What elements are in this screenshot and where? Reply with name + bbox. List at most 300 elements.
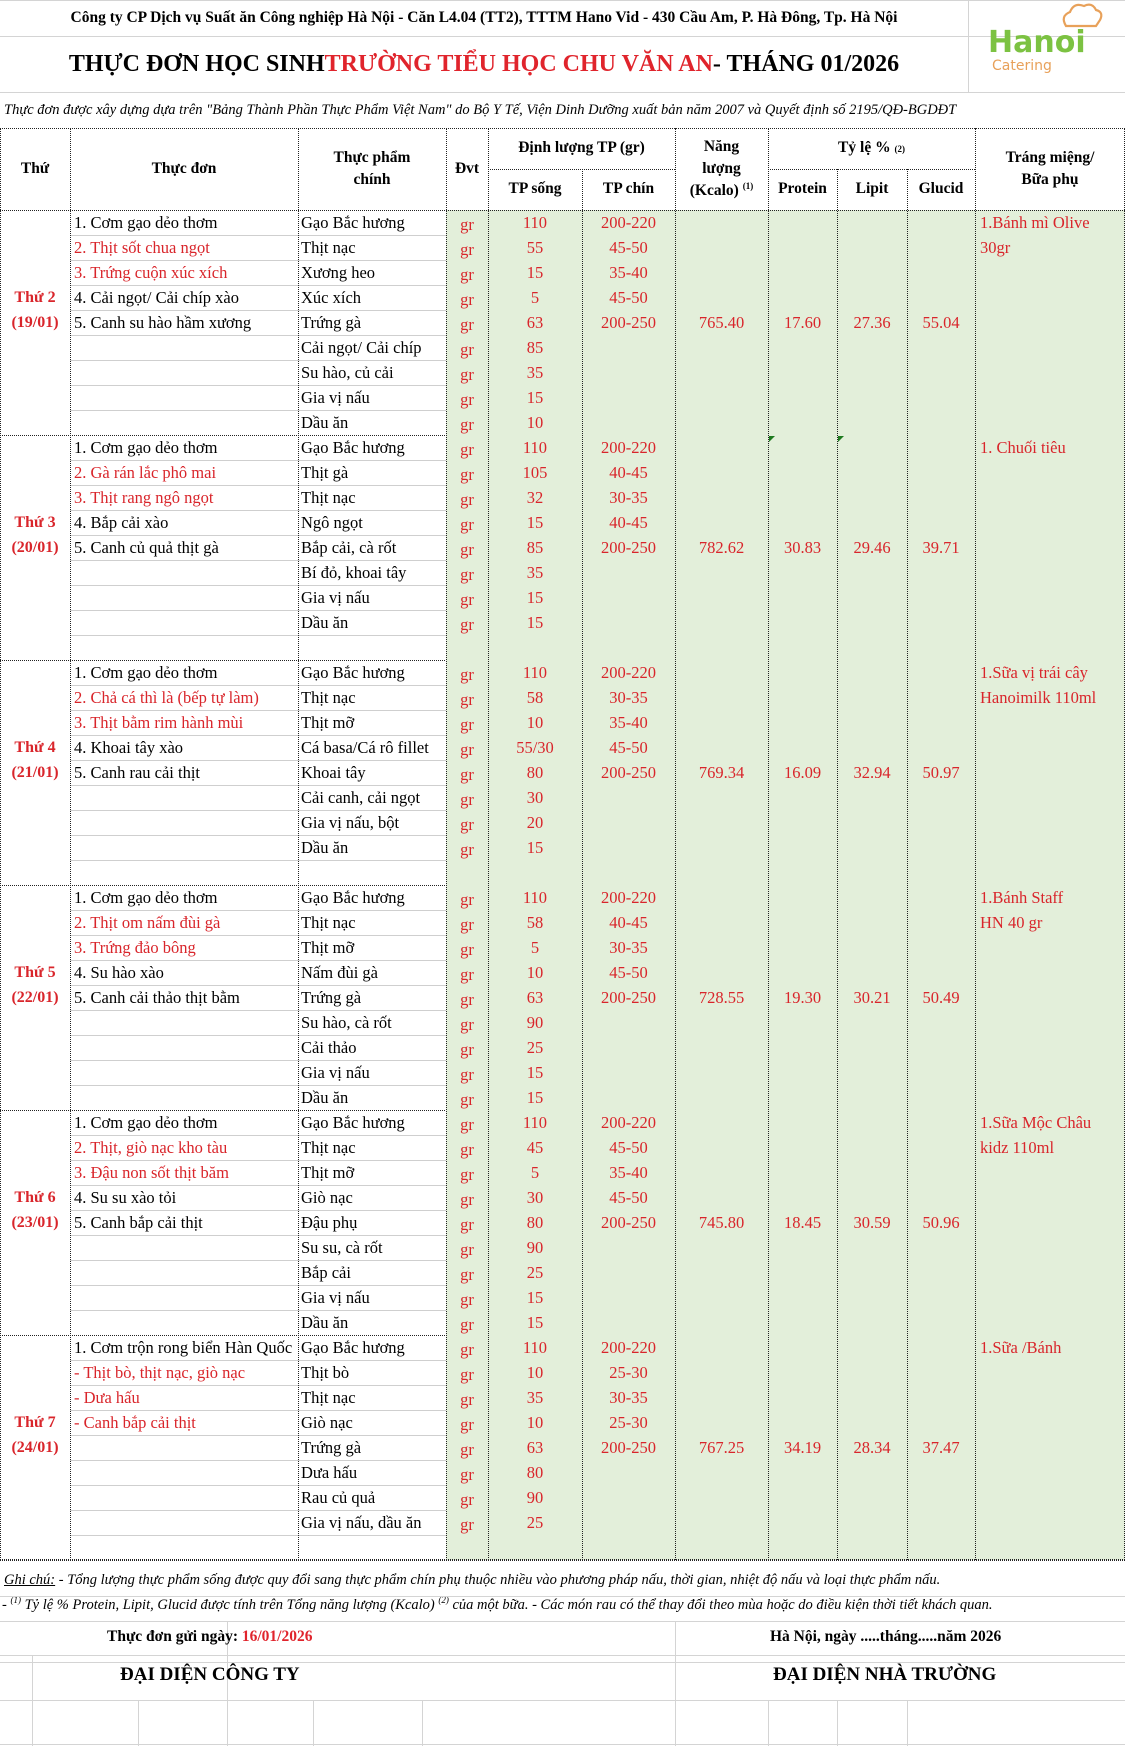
ingredient-raw-qty: 105 — [522, 463, 548, 482]
ingredient-name: Bí đỏ, khoai tây — [301, 563, 407, 582]
ingredient-name: Xương heo — [301, 263, 376, 282]
ingredient-name: Gia vị nấu, bột — [301, 813, 400, 832]
glucid-value: 39.71 — [922, 538, 960, 557]
menu-item: 1. Cơm gạo dẻo thơm — [74, 213, 218, 232]
day-name: Thứ 6 — [14, 1189, 56, 1206]
ingredient-name: Nấm đùi gà — [301, 963, 378, 982]
ingredient-name: Gạo Bắc hương — [301, 438, 405, 457]
ingredient-unit: gr — [460, 1440, 474, 1459]
ingredient-name: Dưa hấu — [301, 1463, 358, 1482]
ingredient-name: Dầu ăn — [301, 1313, 349, 1332]
menu-item: 3. Thịt rang ngô ngọt — [74, 488, 214, 507]
menu-item: 4. Bắp cải xào — [74, 513, 169, 532]
ingredient-raw-qty: 35 — [526, 363, 544, 382]
ingredient-raw-qty: 80 — [526, 763, 544, 782]
ingredient-name: Gạo Bắc hương — [301, 1338, 405, 1357]
ingredient-unit: gr — [460, 590, 474, 609]
ingredient-raw-qty: 10 — [526, 713, 544, 732]
ingredient-raw-qty: 80 — [526, 1463, 544, 1482]
ingredient-cooked-qty: 200-250 — [601, 538, 656, 557]
ingredient-raw-qty: 5 — [530, 938, 540, 957]
ingredient-raw-qty: 110 — [522, 213, 548, 232]
ingredient-cooked-qty — [582, 360, 675, 385]
ingredient-name: Gạo Bắc hương — [301, 663, 405, 682]
ingredient-cooked-qty: 45-50 — [609, 1138, 648, 1157]
glucid-value: 50.96 — [922, 1213, 960, 1232]
ingredient-raw-qty: 110 — [522, 1338, 548, 1357]
ingredient-name: Cải canh, cải ngọt — [301, 788, 421, 807]
menu-item: 5. Canh củ quả thịt gà — [74, 538, 219, 557]
col-header-trang-mieng-line1: Tráng miệng/ — [1005, 148, 1095, 166]
col-header-tp-song: TP sống — [508, 180, 562, 198]
ingredient-name: Thịt mỡ — [301, 1163, 355, 1182]
ingredient-unit: gr — [460, 690, 474, 709]
ingredient-unit: gr — [460, 1365, 474, 1384]
green-cell-bg — [975, 435, 1125, 660]
day-name: Thứ 3 — [14, 514, 56, 531]
row-separator — [70, 1535, 446, 1536]
ingredient-raw-qty: 35 — [526, 1388, 544, 1407]
dessert-item: 1.Sữa vị trái cây — [980, 663, 1088, 682]
ingredient-name: Đậu phụ — [301, 1213, 358, 1232]
menu-item: 1. Cơm gạo dẻo thơm — [74, 1113, 218, 1132]
ingredient-name: Khoai tây — [301, 763, 366, 782]
col-header-glucid: Glucid — [918, 180, 964, 198]
notes-sup-2: (2) — [438, 1597, 449, 1606]
ingredient-raw-qty: 15 — [526, 263, 544, 282]
menu-item: 5. Canh cải thảo thịt bằm — [74, 988, 240, 1007]
ingredient-cooked-qty: 200-250 — [601, 763, 656, 782]
menu-item: 4. Su hào xào — [74, 963, 164, 982]
ingredient-unit: gr — [460, 1165, 474, 1184]
menu-item: 4. Su su xào tỏi — [74, 1188, 177, 1207]
lipit-value: 30.59 — [853, 1213, 891, 1232]
ingredient-cooked-qty: 200-250 — [601, 313, 656, 332]
ingredient-unit: gr — [460, 1140, 474, 1159]
menu-item: 2. Gà rán lắc phô mai — [74, 463, 217, 482]
ingredient-name: Dầu ăn — [301, 1088, 349, 1107]
ingredient-cooked-qty: 45-50 — [609, 288, 648, 307]
ingredient-unit: gr — [460, 1415, 474, 1434]
ty-le-label: Tỷ lệ % — [838, 139, 891, 157]
ingredient-name: Bắp cải — [301, 1263, 351, 1282]
col-header-lipit: Lipit — [855, 180, 889, 198]
day-date: (19/01) — [11, 314, 59, 331]
ingredient-raw-qty: 25 — [526, 1038, 544, 1057]
ingredient-name: Su hào, củ cải — [301, 363, 394, 382]
day-label — [0, 1185, 70, 1235]
logo-sub: Catering — [992, 58, 1052, 74]
ingredient-name: Su su, cà rốt — [301, 1238, 383, 1257]
day-label — [0, 1410, 70, 1460]
ingredient-cooked-qty: 200-220 — [601, 1113, 656, 1132]
signature-company: ĐẠI DIỆN CÔNG TY — [120, 1664, 300, 1685]
ingredient-name: Cải thảo — [301, 1038, 357, 1057]
ingredient-unit: gr — [460, 940, 474, 959]
title-prefix: THỰC ĐƠN HỌC SINH — [68, 50, 325, 77]
hanoi-catering-logo — [968, 0, 1125, 92]
ingredient-raw-qty: 15 — [526, 1063, 544, 1082]
menu-item: 1. Cơm gạo dẻo thơm — [74, 663, 218, 682]
ingredient-cooked-qty — [582, 1285, 675, 1310]
ingredient-raw-qty: 58 — [526, 913, 544, 932]
ingredient-name: Dầu ăn — [301, 838, 349, 857]
ingredient-cooked-qty — [582, 810, 675, 835]
ingredient-name: Cá basa/Cá rô fillet — [301, 738, 429, 757]
sent-date — [107, 1628, 312, 1654]
ingredient-unit: gr — [460, 740, 474, 759]
protein-value: 17.60 — [783, 313, 822, 332]
ingredient-cooked-qty: 30-35 — [609, 1388, 648, 1407]
ingredient-unit: gr — [460, 1515, 474, 1534]
ingredient-unit: gr — [460, 415, 474, 434]
ingredient-unit: gr — [460, 340, 474, 359]
notes-line-2 — [2, 1597, 1125, 1621]
ingredient-cooked-qty — [582, 610, 675, 635]
title-school: TRƯỜNG TIỂU HỌC CHU VĂN AN — [324, 50, 713, 77]
ingredient-raw-qty: 85 — [526, 338, 544, 357]
col-header-nang-luong-line3 — [690, 180, 753, 202]
ingredient-name: Thịt nạc — [301, 913, 356, 932]
ingredient-cooked-qty — [582, 1235, 675, 1260]
ingredient-cooked-qty — [582, 1035, 675, 1060]
ingredient-raw-qty: 32 — [526, 488, 544, 507]
ingredient-name: Trứng gà — [301, 1438, 362, 1457]
ingredient-raw-qty: 110 — [522, 663, 548, 682]
col-header-thuc-don: Thực đơn — [151, 159, 217, 177]
menu-item: 2. Thịt sốt chua ngọt — [74, 238, 210, 257]
col-header-trang-mieng — [975, 128, 1125, 210]
ingredient-raw-qty: 90 — [526, 1238, 544, 1257]
ingredient-unit: gr — [460, 1290, 474, 1309]
ingredient-cooked-qty: 45-50 — [609, 963, 648, 982]
menu-item: - Thịt bò, thịt nạc, giò nạc — [74, 1363, 246, 1382]
dessert-item: 1.Sữa /Bánh — [980, 1338, 1062, 1357]
ingredient-cooked-qty — [582, 1010, 675, 1035]
ingredient-cooked-qty: 40-45 — [609, 913, 648, 932]
lipit-value: 30.21 — [853, 988, 891, 1007]
menu-item: 3. Đậu non sốt thịt băm — [74, 1163, 229, 1182]
col-header-thuc-pham-line1: Thực phẩm — [333, 148, 411, 166]
ingredient-raw-qty: 15 — [526, 513, 544, 532]
ingredient-raw-qty: 25 — [526, 1263, 544, 1282]
ingredient-cooked-qty: 200-250 — [601, 988, 656, 1007]
dessert-item: kidz 110ml — [980, 1138, 1055, 1157]
col-header-protein: Protein — [778, 180, 827, 198]
ingredient-raw-qty: 15 — [526, 388, 544, 407]
energy-value: 765.40 — [698, 313, 745, 332]
ingredient-name: Thịt mỡ — [301, 713, 355, 732]
col-header-trang-mieng-line2: Bữa phụ — [1021, 171, 1079, 188]
notes-label: Ghi chú: — [4, 1572, 56, 1588]
ingredient-name: Rau củ quả — [301, 1488, 376, 1507]
day-label — [0, 960, 70, 1010]
ingredient-cooked-qty: 30-35 — [609, 938, 648, 957]
ingredient-unit: gr — [460, 1490, 474, 1509]
notes-line2-prefix: - — [2, 1597, 11, 1613]
ingredient-cooked-qty: 40-45 — [609, 463, 648, 482]
day-label — [0, 285, 70, 335]
ingredient-cooked-qty — [582, 1085, 675, 1110]
ingredient-unit: gr — [460, 365, 474, 384]
ingredient-raw-qty: 10 — [526, 963, 544, 982]
ingredient-raw-qty: 58 — [526, 688, 544, 707]
ingredient-name: Gia vị nấu — [301, 588, 370, 607]
lipit-value: 32.94 — [853, 763, 891, 782]
ingredient-unit: gr — [460, 290, 474, 309]
ingredient-name: Gạo Bắc hương — [301, 1113, 405, 1132]
col-header-nang-luong-line2: lượng — [702, 160, 741, 178]
day-label — [0, 510, 70, 560]
ingredient-raw-qty: 85 — [526, 538, 544, 557]
menu-item: - Canh bắp cải thịt — [74, 1413, 196, 1432]
ingredient-name: Ngô ngọt — [301, 513, 363, 532]
ingredient-name: Dầu ăn — [301, 613, 349, 632]
ingredient-unit: gr — [460, 615, 474, 634]
menu-item: 2. Chả cá thì là (bếp tự làm) — [74, 688, 259, 707]
ingredient-raw-qty: 15 — [526, 1088, 544, 1107]
ingredient-cooked-qty: 30-35 — [609, 488, 648, 507]
ingredient-unit: gr — [460, 1115, 474, 1134]
ingredient-name: Gạo Bắc hương — [301, 888, 405, 907]
company-address: Công ty CP Dịch vụ Suất ăn Công nghiệp Hà Nội - Căn L4.04 (TT2), TTTM Hano Vid - 430 Cầu Am, P. Hà Đông, Tp. Hà Nội — [70, 9, 898, 26]
comment-marker-icon — [838, 436, 844, 442]
notes-line2-suffix: của một bữa. - Các món rau có thể thay đổi theo mùa hoặc do điều kiện thời tiết khách quan. — [448, 1597, 993, 1613]
protein-value: 30.83 — [783, 538, 822, 557]
ingredient-name: Gia vị nấu — [301, 1063, 370, 1082]
comment-marker-icon — [769, 436, 775, 442]
dessert-item: 1.Sữa Mộc Châu — [980, 1113, 1092, 1132]
chef-hat-icon — [1064, 5, 1102, 26]
ingredient-name: Giò nạc — [301, 1188, 353, 1207]
ingredient-raw-qty: 110 — [522, 1113, 548, 1132]
ingredient-cooked-qty: 45-50 — [609, 1188, 648, 1207]
ingredient-unit: gr — [460, 465, 474, 484]
menu-item: 3. Trứng đảo bông — [74, 938, 196, 957]
ingredient-cooked-qty: 200-250 — [601, 1438, 656, 1457]
ingredient-unit: gr — [460, 1240, 474, 1259]
ingredient-unit: gr — [460, 815, 474, 834]
ingredient-unit: gr — [460, 965, 474, 984]
glucid-value: 55.04 — [922, 313, 960, 332]
row-separator — [70, 635, 446, 636]
ingredient-cooked-qty — [582, 385, 675, 410]
dessert-item: Hanoimilk 110ml — [980, 688, 1097, 707]
ingredient-unit: gr — [460, 715, 474, 734]
title-suffix: - THÁNG 01/2026 — [712, 50, 900, 77]
lipit-value: 29.46 — [853, 538, 891, 557]
day-date: (23/01) — [11, 1214, 59, 1231]
ingredient-unit: gr — [460, 540, 474, 559]
glucid-value: 50.49 — [922, 988, 960, 1007]
logo-word: Hanoi — [988, 25, 1086, 60]
col-header-ty-le: Tỷ lệ % (2) — [768, 128, 975, 169]
ingredient-name: Thịt nạc — [301, 1138, 356, 1157]
ingredient-cooked-qty: 30-35 — [609, 688, 648, 707]
ingredient-name: Thịt nạc — [301, 688, 356, 707]
ingredient-unit: gr — [460, 1190, 474, 1209]
ingredient-cooked-qty — [582, 560, 675, 585]
menu-item: 4. Cải ngọt/ Cải chíp xào — [74, 288, 239, 307]
dessert-item: 1. Chuối tiêu — [980, 438, 1066, 457]
ingredient-raw-qty: 63 — [526, 313, 544, 332]
ingredient-cooked-qty — [582, 335, 675, 360]
ingredient-unit: gr — [460, 1265, 474, 1284]
ingredient-cooked-qty — [582, 785, 675, 810]
menu-item: 2. Thịt, giò nạc kho tàu — [74, 1138, 228, 1157]
ingredient-unit: gr — [460, 915, 474, 934]
day-separator — [0, 1560, 1125, 1561]
ingredient-unit: gr — [460, 1040, 474, 1059]
ingredient-unit: gr — [460, 1390, 474, 1409]
ingredient-raw-qty: 20 — [526, 813, 544, 832]
ingredient-cooked-qty — [582, 1485, 675, 1510]
ingredient-unit: gr — [460, 1340, 474, 1359]
ingredient-unit: gr — [460, 990, 474, 1009]
day-name: Thứ 5 — [14, 964, 56, 981]
ingredient-raw-qty: 45 — [526, 1138, 544, 1157]
day-name: Thứ 4 — [14, 739, 56, 756]
ingredient-name: Gia vị nấu — [301, 388, 370, 407]
col-header-thuc-pham-line2: chính — [353, 171, 391, 188]
place-date: Hà Nội, ngày .....tháng.....năm 2026 — [770, 1628, 1002, 1645]
ingredient-cooked-qty: 35-40 — [609, 713, 648, 732]
ingredient-name: Thịt bò — [301, 1363, 350, 1382]
ingredient-raw-qty: 10 — [526, 1413, 544, 1432]
dessert-item: 30gr — [980, 238, 1011, 257]
kcalo-label: (Kcalo) — [689, 181, 739, 199]
ingredient-unit: gr — [460, 265, 474, 284]
day-date: (22/01) — [11, 989, 59, 1006]
ingredient-name: Bắp cải, cà rốt — [301, 538, 397, 557]
ingredient-raw-qty: 55/30 — [516, 738, 554, 757]
ingredient-unit: gr — [460, 315, 474, 334]
ingredient-cooked-qty — [582, 585, 675, 610]
menu-item: 1. Cơm trộn rong biển Hàn Quốc — [74, 1338, 293, 1357]
ingredient-unit: gr — [460, 490, 474, 509]
ingredient-name: Dầu ăn — [301, 413, 349, 432]
ingredient-unit: gr — [460, 1315, 474, 1334]
ingredient-raw-qty: 80 — [526, 1213, 544, 1232]
ingredient-unit: gr — [460, 1215, 474, 1234]
protein-value: 18.45 — [783, 1213, 822, 1232]
energy-value: 745.80 — [698, 1213, 745, 1232]
ingredient-raw-qty: 15 — [526, 1288, 544, 1307]
col-header-dvt: Đvt — [454, 159, 480, 177]
ingredient-cooked-qty: 35-40 — [609, 263, 648, 282]
notes-line-1 — [4, 1572, 1125, 1596]
lipit-value: 28.34 — [853, 1438, 891, 1457]
ingredient-raw-qty: 90 — [526, 1013, 544, 1032]
protein-value: 16.09 — [783, 763, 822, 782]
ingredient-cooked-qty — [582, 835, 675, 860]
sent-label: Thực đơn gửi ngày: — [107, 1628, 242, 1645]
row-separator — [70, 860, 446, 861]
ingredient-raw-qty: 110 — [522, 438, 548, 457]
ingredient-name: Xúc xích — [301, 288, 362, 307]
ingredient-name: Trứng gà — [301, 313, 362, 332]
ingredient-name: Gạo Bắc hương — [301, 213, 405, 232]
menu-item: 1. Cơm gạo dẻo thơm — [74, 888, 218, 907]
ingredient-cooked-qty: 25-30 — [609, 1413, 648, 1432]
notes-sup-1: (1) — [10, 1597, 21, 1606]
ingredient-raw-qty: 55 — [526, 238, 544, 257]
ingredient-unit: gr — [460, 1465, 474, 1484]
ingredient-raw-qty: 90 — [526, 1488, 544, 1507]
menu-table — [0, 128, 1125, 1560]
ingredient-raw-qty: 5 — [530, 1163, 540, 1182]
ingredient-cooked-qty: 35-40 — [609, 1163, 648, 1182]
ingredient-raw-qty: 15 — [526, 588, 544, 607]
col-header-nang-luong-line1: Năng — [703, 138, 740, 156]
menu-item: 1. Cơm gạo dẻo thơm — [74, 438, 218, 457]
menu-item: 3. Trứng cuộn xúc xích — [74, 263, 228, 282]
dessert-item: 1.Bánh mì Olive — [980, 213, 1090, 232]
ingredient-unit: gr — [460, 1015, 474, 1034]
ingredient-cooked-qty: 40-45 — [609, 513, 648, 532]
menu-item: 3. Thịt bằm rim hành mùi — [74, 713, 244, 732]
glucid-value: 37.47 — [922, 1438, 960, 1457]
ingredient-name: Su hào, cà rốt — [301, 1013, 392, 1032]
energy-value: 769.34 — [698, 763, 745, 782]
ingredient-raw-qty: 63 — [526, 988, 544, 1007]
menu-item: 4. Khoai tây xào — [74, 738, 184, 757]
day-name: Thứ 7 — [14, 1414, 56, 1431]
ingredient-unit: gr — [460, 565, 474, 584]
ingredient-unit: gr — [460, 1090, 474, 1109]
ingredient-name: Thịt nạc — [301, 1388, 356, 1407]
ingredient-raw-qty: 15 — [526, 1313, 544, 1332]
col-header-dinh-luong: Định lượng TP (gr) — [518, 139, 645, 157]
ingredient-raw-qty: 10 — [526, 1363, 544, 1382]
ingredient-cooked-qty: 200-220 — [601, 1338, 656, 1357]
glucid-value: 50.97 — [922, 763, 960, 782]
notes-text-1: - Tổng lượng thực phẩm sống được quy đổi sang thực phẩm chín phụ thuộc nhiều vào phương pháp nấu, thời gian, nhiệt độ nấu và loại thực phẩm nấu. — [55, 1572, 941, 1588]
ingredient-cooked-qty: 45-50 — [609, 738, 648, 757]
ingredient-cooked-qty — [582, 1060, 675, 1085]
ingredient-unit: gr — [460, 890, 474, 909]
ingredient-name: Cải ngọt/ Cải chíp — [301, 338, 422, 357]
ingredient-unit: gr — [460, 240, 474, 259]
day-date: (21/01) — [11, 764, 59, 781]
ingredient-unit: gr — [460, 215, 474, 234]
col-header-nang-luong — [675, 128, 768, 210]
ingredient-unit: gr — [460, 440, 474, 459]
ingredient-raw-qty: 5 — [530, 288, 540, 307]
ingredient-name: Thịt nạc — [301, 238, 356, 257]
lipit-value: 27.36 — [853, 313, 891, 332]
ingredient-name: Trứng gà — [301, 988, 362, 1007]
ingredient-raw-qty: 35 — [526, 563, 544, 582]
energy-value: 728.55 — [698, 988, 745, 1007]
col-header-thu: Thứ — [20, 159, 50, 177]
ingredient-cooked-qty — [582, 1260, 675, 1285]
ingredient-name: Thịt mỡ — [301, 938, 355, 957]
notes-line2-mid: Tỷ lệ % Protein, Lipit, Glucid được tính trên Tổng năng lượng (Kcalo) — [20, 1597, 439, 1613]
ingredient-unit: gr — [460, 765, 474, 784]
signature-school: ĐẠI DIỆN NHÀ TRƯỜNG — [773, 1664, 997, 1685]
ingredient-cooked-qty — [582, 1510, 675, 1535]
ingredient-cooked-qty: 25-30 — [609, 1363, 648, 1382]
energy-value: 782.62 — [698, 538, 745, 557]
ingredient-cooked-qty: 200-220 — [601, 438, 656, 457]
ingredient-cooked-qty: 200-220 — [601, 663, 656, 682]
ingredient-unit: gr — [460, 840, 474, 859]
menu-item: - Dưa hấu — [74, 1388, 140, 1407]
col-header-tp-chin: TP chín — [602, 180, 655, 198]
menu-item: 5. Canh bắp cải thịt — [74, 1213, 203, 1232]
ingredient-raw-qty: 63 — [526, 1438, 544, 1457]
